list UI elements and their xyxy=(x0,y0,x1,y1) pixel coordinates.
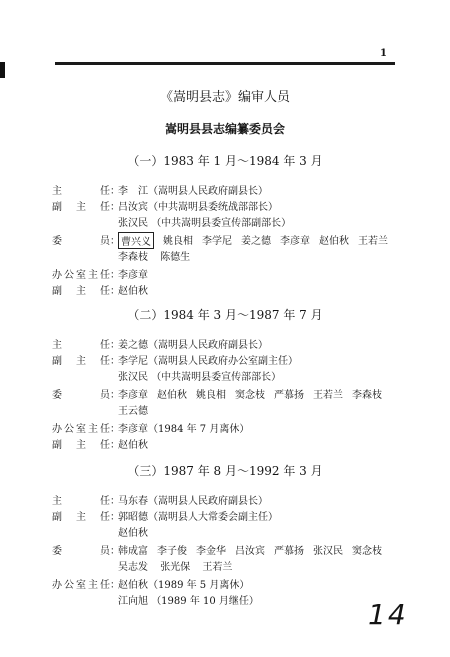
member-name: 李彦章 xyxy=(280,236,310,247)
member-name: 窦念枝 xyxy=(235,390,265,401)
person-name: 赵伯秋 xyxy=(118,580,148,591)
period-heading: （二）1984 年 3 月～1987 年 7 月 xyxy=(127,308,323,322)
member-name: 韩成富 xyxy=(118,546,148,557)
role-label: 委员 xyxy=(52,546,110,557)
member-name: 姚良相 xyxy=(196,390,226,401)
person-name: 吕汝宾 xyxy=(118,202,148,213)
page-number: 1 xyxy=(380,48,387,59)
member-name: 李子俊 xyxy=(157,546,187,557)
member-name: 李森枝 xyxy=(118,252,148,263)
role-label: 副主任 xyxy=(52,202,110,213)
member-name: 姚良相 xyxy=(163,236,193,247)
office-director-row: 办公室主任 ： 李彦章 xyxy=(52,266,148,281)
book-title: 《嵩明县志》编审人员 xyxy=(159,90,290,105)
deputy-director-row xyxy=(118,524,148,539)
role-label: 主任 xyxy=(52,186,110,197)
member-name: 姜之德 xyxy=(241,236,271,247)
person-name: 赵伯秋 xyxy=(118,286,148,297)
member-name: 严慕扬 xyxy=(274,546,304,557)
member-name: 赵伯秋 xyxy=(157,390,187,401)
person-name: 李彦章 xyxy=(118,424,148,435)
period-heading: （三）1987 年 8 月～1992 年 3 月 xyxy=(127,464,323,478)
member-name: 吕汝宾 xyxy=(235,546,265,557)
period-heading: （一）1983 年 1 月～1984 年 3 月 xyxy=(127,154,323,168)
position-note: （1989 年 5 月离休） xyxy=(148,580,250,591)
committee-title: 嵩明县县志编纂委员会 xyxy=(164,122,285,136)
position-note: （嵩明县人民政府办公室副主任） xyxy=(148,356,298,367)
members-row: 委员 ： 曹兴义 姚良相 李学尼 姜之德 李彦章 赵伯秋 王若兰 xyxy=(52,232,397,249)
member-name: 李学尼 xyxy=(202,236,232,247)
member-name: 张光保 xyxy=(160,562,191,573)
member-name: 李彦章 xyxy=(118,390,148,401)
members-row xyxy=(118,558,241,573)
person-name: 马东春 xyxy=(118,496,148,507)
role-label: 办公室主任 xyxy=(52,270,110,281)
office-director-row: 办公室主任 ： 李彦章 （1984 年 7 月离休） xyxy=(52,420,249,435)
person-name: 姜之德 xyxy=(118,340,148,351)
deputy-director-row xyxy=(118,368,281,383)
office-deputy-row: 副主任 ： 赵伯秋 xyxy=(52,436,148,451)
director-row: 主任 ： 李 江 （嵩明县人民政府副县长） xyxy=(52,182,268,197)
person-name: 张汉民 xyxy=(118,218,148,229)
member-name: 陈德生 xyxy=(160,252,191,263)
member-name: 吴志发 xyxy=(118,562,148,573)
person-name: 李彦章 xyxy=(118,270,148,281)
person-name: 李学尼 xyxy=(118,356,148,367)
deputy-director-row: 副主任 ： 吕汝宾 （中共嵩明县委统战部部长） xyxy=(52,198,278,213)
person-name: 赵伯秋 xyxy=(118,440,148,451)
member-name: 王若兰 xyxy=(202,562,233,573)
members-row xyxy=(118,248,199,263)
person-name: 赵伯秋 xyxy=(118,528,148,539)
member-name: 严慕扬 xyxy=(274,390,304,401)
person-name: 李 江 xyxy=(118,186,148,197)
role-label: 副主任 xyxy=(52,286,110,297)
position-note: （中共嵩明县委宣传部部长） xyxy=(151,372,282,383)
role-label: 办公室主任 xyxy=(52,424,110,435)
office-director-row: 办公室主任 ： 赵伯秋 （1989 年 5 月离休） xyxy=(52,576,249,591)
director-row: 主任 ： 马东春 （嵩明县人民政府副县长） xyxy=(52,492,268,507)
member-name: 窦念枝 xyxy=(352,546,382,557)
header-rule xyxy=(55,62,395,65)
role-label: 办公室主任 xyxy=(52,580,110,591)
role-label: 委员 xyxy=(52,390,110,401)
role-label: 委员 xyxy=(52,236,110,247)
position-note: （1984 年 7 月离休） xyxy=(148,424,250,435)
position-note: （中共嵩明县委宣传部副部长） xyxy=(151,218,292,229)
member-name: 王云德 xyxy=(118,406,148,417)
office-deputy-row: 副主任 ： 赵伯秋 xyxy=(52,282,148,297)
member-name: 王若兰 xyxy=(313,390,343,401)
position-note: （1989 年 10 月继任） xyxy=(151,596,259,607)
role-label: 主任 xyxy=(52,340,110,351)
person-name: 郭昭德 xyxy=(118,512,148,523)
deputy-director-row: 副主任 ： 李学尼 （嵩明县人民政府办公室副主任） xyxy=(52,352,298,367)
binding-mark xyxy=(0,62,5,78)
director-row: 主任 ： 姜之德 （嵩明县人民政府副县长） xyxy=(52,336,268,351)
deputy-director-row: 副主任 ： 郭昭德 （嵩明县人大常委会副主任） xyxy=(52,508,278,523)
position-note: （嵩明县人民政府副县长） xyxy=(148,340,268,351)
role-label: 主任 xyxy=(52,496,110,507)
members-row: 委员 ： 韩成富 李子俊 李金华 吕汝宾 严慕扬 张汉民 窦念枝 xyxy=(52,542,391,557)
position-note: （嵩明县人民政府副县长） xyxy=(148,186,268,197)
member-name: 李森枝 xyxy=(352,390,382,401)
position-note: （嵩明县人民政府副县长） xyxy=(148,496,268,507)
handwritten-page-number: 14 xyxy=(368,598,408,631)
position-note: （嵩明县人大常委会副主任） xyxy=(148,512,278,523)
person-name: 江向旭 xyxy=(118,596,148,607)
role-label: 副主任 xyxy=(52,440,110,451)
member-name: 王若兰 xyxy=(358,236,388,247)
member-name: 赵伯秋 xyxy=(319,236,349,247)
member-name: 张汉民 xyxy=(313,546,343,557)
person-name: 张汉民 xyxy=(118,372,148,383)
deputy-director-row xyxy=(118,214,291,229)
office-director-row xyxy=(118,592,259,607)
member-name: 曹兴义 xyxy=(118,232,154,249)
members-row: 委员 ： 李彦章 赵伯秋 姚良相 窦念枝 严慕扬 王若兰 李森枝 xyxy=(52,386,391,401)
members-row xyxy=(118,402,157,417)
role-label: 副主任 xyxy=(52,512,110,523)
role-label: 副主任 xyxy=(52,356,110,367)
position-note: （中共嵩明县委统战部部长） xyxy=(148,202,278,213)
member-name: 李金华 xyxy=(196,546,226,557)
